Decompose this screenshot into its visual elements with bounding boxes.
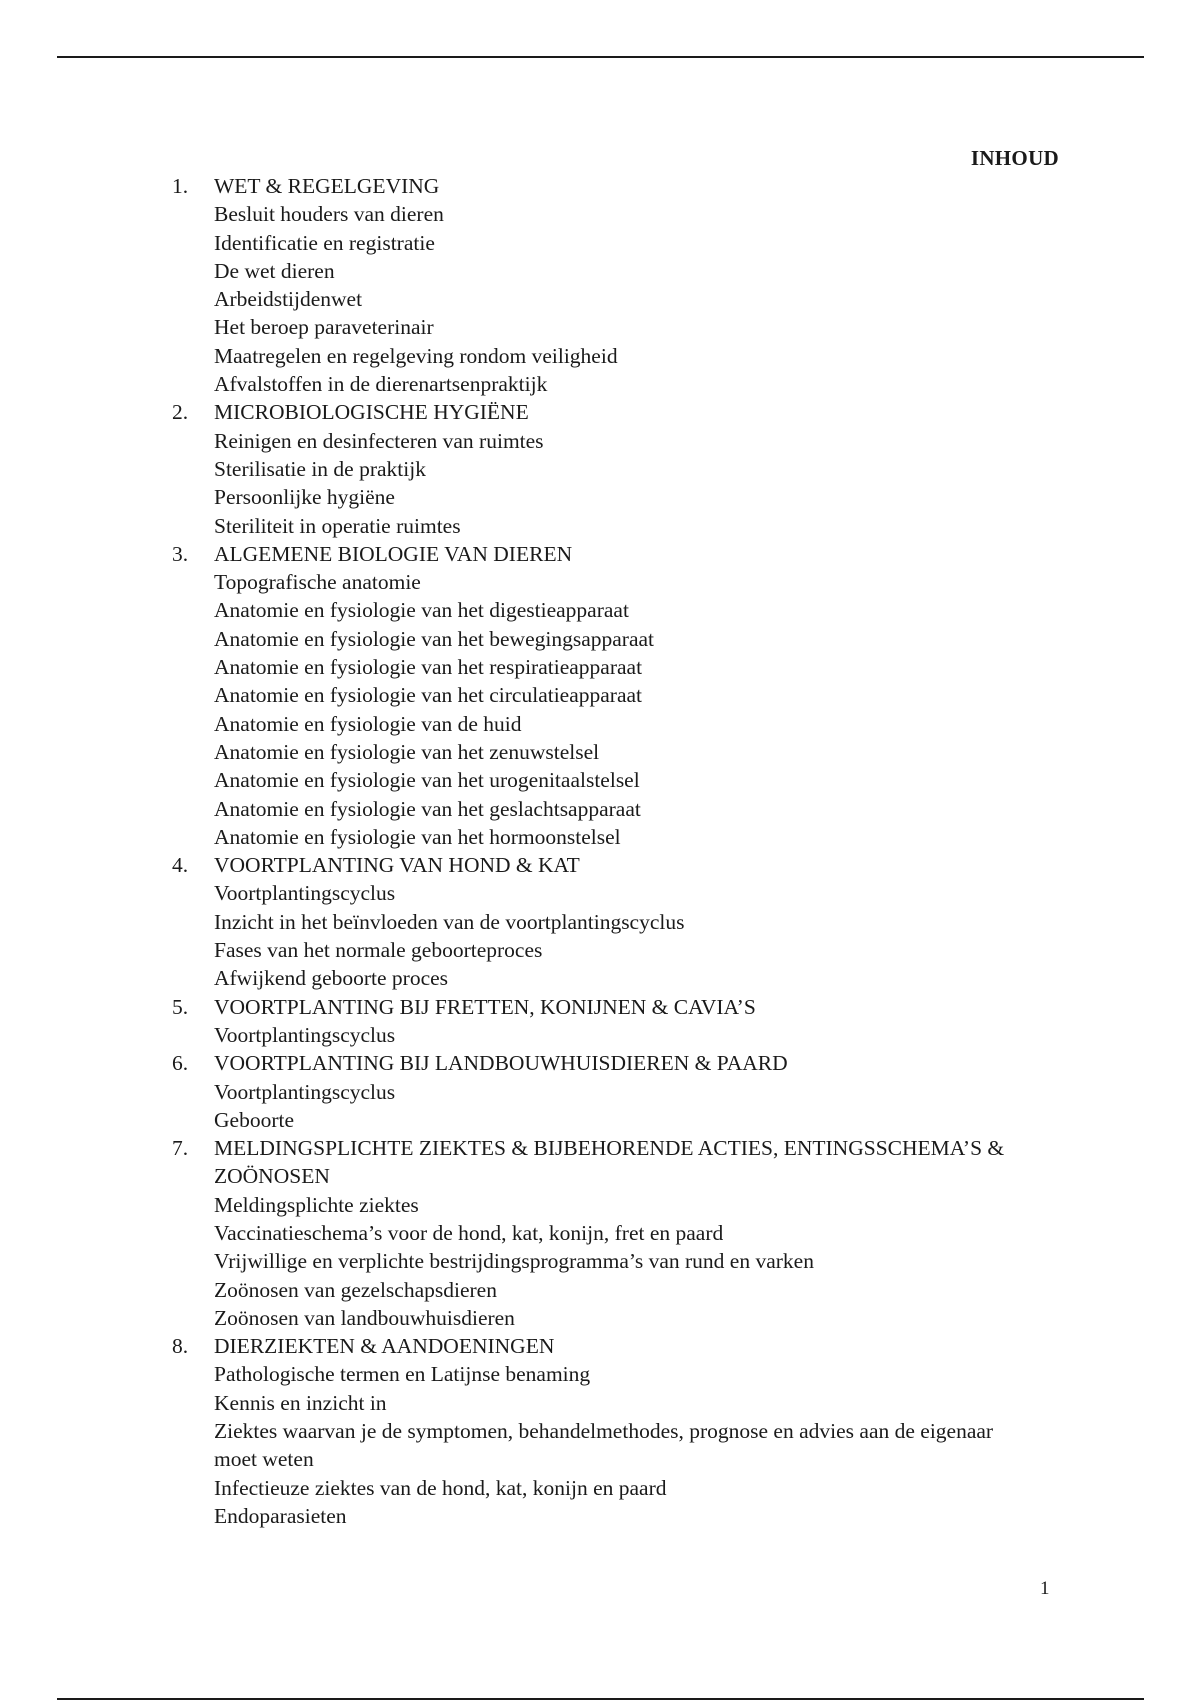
toc-subitem: Anatomie en fysiologie van het geslachtsapparaat (214, 796, 641, 821)
toc-subitem: Anatomie en fysiologie van het digestieapparaat (214, 598, 629, 623)
toc-section-heading (172, 172, 1032, 200)
page-header-rule (57, 56, 1144, 58)
toc-subitem: Zoönosen van landbouwhuisdieren (214, 1305, 515, 1330)
toc-subitem: Voortplantingscyclus (214, 1079, 396, 1104)
toc-section-heading (172, 1134, 1032, 1191)
section-title: MICROBIOLOGISCHE HYGIËNE (214, 400, 529, 425)
section-number: 1. (172, 174, 189, 198)
toc-section-heading (172, 993, 1032, 1021)
section-title: MELDINGSPLICHTE ZIEKTES & BIJBEHORENDE ACTIES, ENTINGSSCHEMA’S & ZOÖNOSEN (214, 1136, 1005, 1189)
toc-subitem: Persoonlijke hygiëne (214, 485, 395, 510)
toc-subitem: Steriliteit in operatie ruimtes (214, 513, 461, 538)
toc-subitem: Het beroep paraveterinair (214, 315, 434, 340)
toc-subitem: Besluit houders van dieren (214, 202, 444, 227)
toc-section-heading (172, 398, 1032, 426)
toc-subitem: Fases van het normale geboorteproces (214, 938, 543, 963)
toc-subitem: Afwijkend geboorte proces (214, 966, 449, 991)
toc-subitem: De wet dieren (214, 258, 335, 283)
toc-subitem: Anatomie en fysiologie van het urogenitaalstelsel (214, 768, 640, 793)
toc-section-heading (172, 851, 1032, 879)
section-number: 5. (172, 994, 189, 1019)
section-number: 3. (172, 541, 189, 566)
section-title: VOORTPLANTING VAN HOND & KAT (214, 853, 580, 878)
toc-subitem: Anatomie en fysiologie van het respiratieapparaat (214, 655, 643, 680)
toc-subitem: Topografische anatomie (214, 570, 421, 595)
toc-subitem: Afvalstoffen in de dierenartsenpraktijk (214, 372, 548, 397)
toc-section (172, 1134, 1032, 1332)
toc-subitem: Endoparasieten (214, 1503, 347, 1528)
toc-subitem: Kennis en inzicht in (214, 1390, 387, 1415)
toc-subitem: Geboorte (214, 1107, 294, 1132)
toc-subitem: Sterilisatie in de praktijk (214, 456, 426, 481)
toc-subitem: Arbeidstijdenwet (214, 287, 363, 312)
page-number: 1 (1040, 1578, 1050, 1599)
section-number: 6. (172, 1051, 189, 1076)
toc-subitem: Vaccinatieschema’s voor de hond, kat, konijn, fret en paard (214, 1220, 724, 1245)
toc-section-heading (172, 1049, 1032, 1077)
section-title: VOORTPLANTING BIJ FRETTEN, KONIJNEN & CAVIA’S (214, 994, 756, 1019)
section-number: 4. (172, 853, 189, 878)
toc-subitem: Maatregelen en regelgeving rondom veiligheid (214, 343, 618, 368)
toc-subitem: Infectieuze ziektes van de hond, kat, konijn en paard (214, 1475, 667, 1500)
toc-subitem: Reinigen en desinfecteren van ruimtes (214, 428, 544, 453)
toc-section-heading (172, 1332, 1032, 1360)
toc-section-heading (172, 540, 1032, 568)
toc-section (172, 1049, 1032, 1134)
toc-subitem: Anatomie en fysiologie van de huid (214, 711, 522, 736)
toc-section (172, 1332, 1032, 1530)
toc-section (172, 398, 1032, 539)
section-title: VOORTPLANTING BIJ LANDBOUWHUISDIEREN & PAARD (214, 1051, 788, 1076)
toc-subitem: Inzicht in het beïnvloeden van de voortplantingscyclus (214, 909, 685, 934)
toc-subitem: Meldingsplichte ziektes (214, 1192, 419, 1217)
toc-subitem: Pathologische termen en Latijnse benaming (214, 1362, 591, 1387)
toc-section (172, 540, 1032, 851)
toc-subitem: Voortplantingscyclus (214, 1022, 396, 1047)
toc-subitem: Anatomie en fysiologie van het hormoonstelsel (214, 824, 621, 849)
toc-subitem: Anatomie en fysiologie van het bewegingsapparaat (214, 626, 655, 651)
toc-subitem: Anatomie en fysiologie van het circulatieapparaat (214, 683, 643, 708)
toc-subitem: Zoönosen van gezelschapsdieren (214, 1277, 497, 1302)
section-title: DIERZIEKTEN & AANDOENINGEN (214, 1334, 555, 1359)
toc-subitem: Voortplantingscyclus (214, 881, 396, 906)
section-number: 8. (172, 1334, 189, 1359)
section-number: 2. (172, 400, 189, 425)
toc-section (172, 993, 1032, 1050)
toc-section (172, 172, 1032, 398)
section-title: WET & REGELGEVING (214, 174, 440, 198)
toc-subitem: Anatomie en fysiologie van het zenuwstelsel (214, 739, 600, 764)
table-of-contents (172, 172, 1032, 1530)
toc-subitem: Ziektes waarvan je de symptomen, behandelmethodes, prognose en advies aan de eigenaar moet weten (214, 1419, 994, 1472)
toc-subitem: Identificatie en registratie (214, 230, 435, 255)
section-number: 7. (172, 1136, 189, 1161)
section-title: ALGEMENE BIOLOGIE VAN DIEREN (214, 541, 573, 566)
toc-subitem: Vrijwillige en verplichte bestrijdingsprogramma’s van rund en varken (214, 1249, 814, 1274)
toc-section (172, 851, 1032, 992)
page-title: INHOUD (970, 146, 1059, 170)
